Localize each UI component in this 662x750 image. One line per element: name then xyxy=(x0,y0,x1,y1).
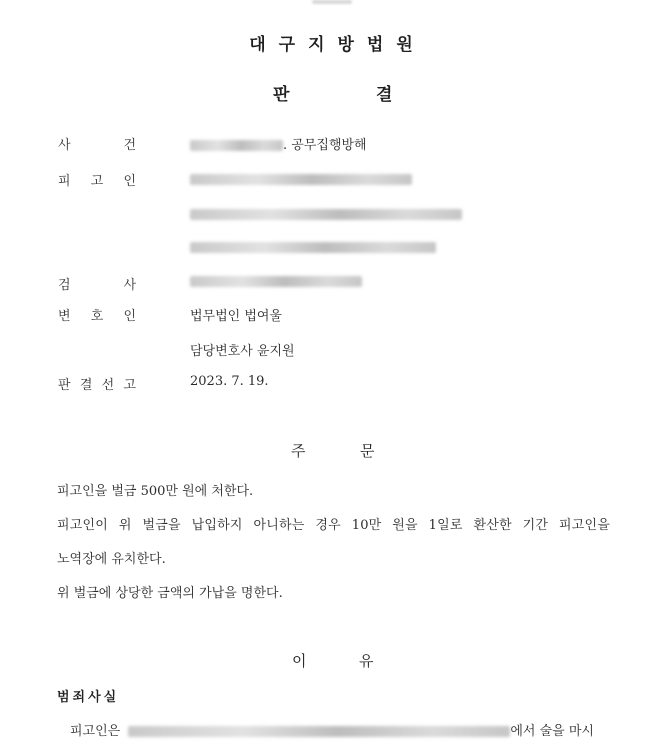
redacted-case-number xyxy=(190,140,283,151)
redacted-defendant-line xyxy=(190,174,412,185)
facts-subheading: 범죄사실 xyxy=(57,690,120,705)
redacted-defendant-line xyxy=(190,242,436,253)
defendant-info xyxy=(190,240,436,255)
counsel-firm: 법무법인 법여울 xyxy=(190,309,283,324)
counsel-attorney: 담당변호사 윤지원 xyxy=(190,344,295,359)
document-title-char: 판 xyxy=(273,85,290,105)
order-line: 피고인이 위 벌금을 납입하지 아니하는 경우 10만 원을 1일로 환산한 기간 피고인을 xyxy=(57,518,610,533)
court-name: 대구지방법원 xyxy=(249,35,426,55)
counsel-label: 변 호 인 xyxy=(58,309,136,324)
case-label: 사 건 xyxy=(58,138,136,153)
redacted-prosecutor xyxy=(190,276,362,287)
verdict-date: 2023. 7. 19. xyxy=(190,374,269,389)
document-title-char: 결 xyxy=(376,85,393,105)
facts-line: 피고인은 에서 술을 마시 xyxy=(70,724,594,739)
prosecutor-value xyxy=(190,274,362,289)
redacted-facts xyxy=(128,726,510,737)
order-line: 노역장에 유치한다. xyxy=(57,552,166,567)
defendant-info xyxy=(190,207,462,222)
defendant-info xyxy=(190,172,412,187)
order-line: 피고인을 벌금 500만 원에 처한다. xyxy=(57,484,254,499)
verdict-date-label: 판 결 선 고 xyxy=(58,378,136,393)
case-value: . 공무집행방해 xyxy=(190,134,367,153)
header-mark xyxy=(312,0,352,4)
redacted-defendant-line xyxy=(190,209,462,220)
prosecutor-label: 검 사 xyxy=(58,278,136,293)
order-line: 위 벌금에 상당한 금액의 가납을 명한다. xyxy=(57,586,283,601)
defendant-label: 피 고 인 xyxy=(58,174,136,189)
